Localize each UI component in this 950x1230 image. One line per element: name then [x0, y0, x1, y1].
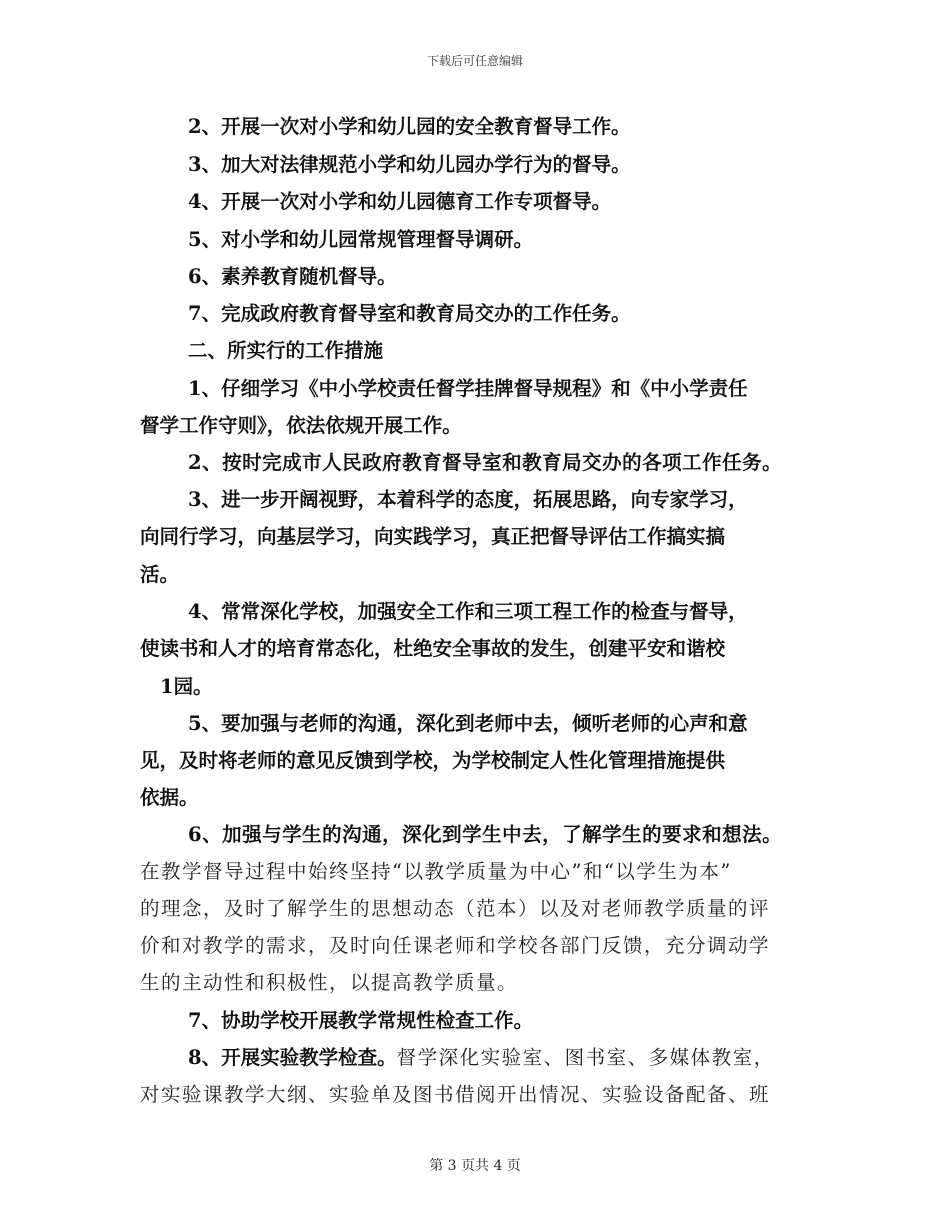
text-line: 在教学督导过程中始终坚持“以教学质量为中心”和“以学生为本” [140, 860, 732, 883]
text-line: 7、协助学校开展教学常规性检查工作。 [188, 1009, 534, 1032]
text-line: 7、完成政府教育督导室和教育局交办的工作任务。 [188, 302, 631, 325]
text-line: 价和对教学的需求，及时向任课老师和学校各部门反馈，充分调动学 [140, 934, 771, 957]
text-line [188, 1046, 878, 1072]
text-line: 的理念，及时了解学生的思想动态（范本）以及对老师教学质量的评 [140, 897, 771, 920]
text-line: 督学工作守则》，依法依规开展工作。 [140, 414, 462, 437]
text-line: 3、进一步开阔视野，本着科学的态度，拓展思路，向专家学习， [188, 488, 748, 511]
text-line: 1园。 [160, 675, 213, 698]
text-line: 活。 [140, 563, 180, 586]
text-line: 使读书和人才的培育常态化，杜绝安全事故的发生，创建平安和谐校 [140, 637, 726, 660]
text-line: 6、加强与学生的沟通，深化到学生中去，了解学生的要求和想法。 [188, 823, 783, 846]
page-header: 下载后可任意编辑 [426, 54, 523, 68]
page-footer: 第 3 页共 4 页 [429, 1158, 521, 1174]
text-line: 2、开展一次对小学和幼儿园的安全教育督导工作。 [188, 115, 631, 138]
text-line: 1、仔细学习《中小学校责任督学挂牌督导规程》和《中小学责任 [188, 377, 748, 400]
text-line: 生的主动性和积极性，以提高教学质量。 [140, 971, 519, 994]
text-line: 5、要加强与老师的沟通，深化到老师中去，倾听老师的心声和意 [188, 712, 748, 735]
text-line: 3、加大对法律规范小学和幼儿园办学行为的督导。 [188, 153, 631, 176]
text-line: 对实验课教学大纲、实验单及图书借阅开出情况、实验设备配备、班 [140, 1083, 771, 1106]
section-heading: 二、所实行的工作措施 [188, 339, 384, 362]
text-line: 2、按时完成市人民政府教育督导室和教育局交办的各项工作任务。 [188, 451, 783, 474]
normal-continuation: 督学深化实验室、图书室、多媒体教室， [396, 1046, 775, 1069]
text-line: 5、对小学和幼儿园常规管理督导调研。 [188, 228, 534, 251]
bold-lead: 8、开展实验教学检查。 [188, 1046, 397, 1069]
text-line: 向同行学习，向基层学习，向实践学习，真正把督导评估工作搞实搞 [140, 525, 726, 548]
text-line: 4、开展一次对小学和幼儿园德育工作专项督导。 [188, 190, 612, 213]
text-line: 6、素养教育随机督导。 [188, 265, 397, 288]
text-line: 依据。 [140, 786, 199, 809]
text-line: 4、常常深化学校，加强安全工作和三项工程工作的检查与督导， [188, 600, 748, 623]
text-line: 见，及时将老师的意见反馈到学校，为学校制定人性化管理措施提供 [140, 749, 726, 772]
